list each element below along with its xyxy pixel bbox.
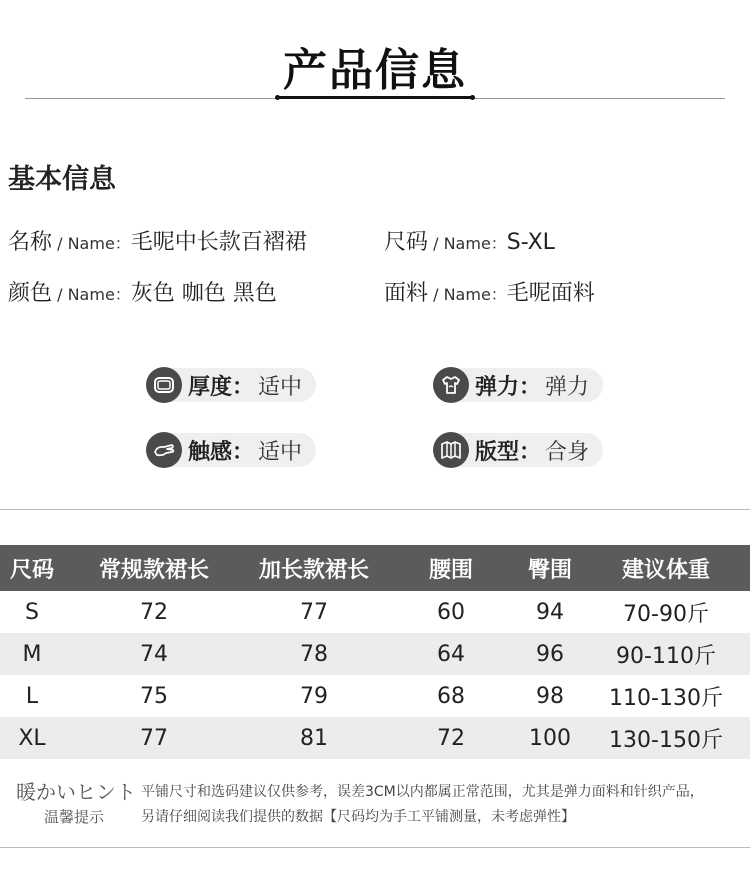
- attribute-fit: [435, 433, 603, 467]
- table-row: [0, 675, 750, 717]
- table-header-row: [0, 545, 750, 591]
- table-cell: 74: [140, 641, 168, 667]
- table-cell: 79: [300, 683, 328, 709]
- table-row: [0, 633, 750, 675]
- attribute-elasticity: [435, 368, 603, 402]
- info-value: S-XL: [506, 230, 555, 255]
- table-cell: 98: [536, 683, 564, 709]
- tips-line-2: 另请仔细阅读我们提供的数据【尺码均为手工平铺测量，未考虑弹性】: [141, 809, 575, 825]
- table-cell: 96: [536, 641, 564, 667]
- info-label-en: / Name：: [52, 285, 131, 304]
- table-header-cell: 加长款裙长: [258, 557, 369, 583]
- footer-divider: [0, 847, 750, 848]
- header-dot-left: [275, 95, 280, 100]
- table-cell: 90-110斤: [616, 643, 716, 669]
- table-cell: 72: [437, 725, 465, 751]
- attribute-label: 触感：: [188, 439, 255, 465]
- table-cell: 72: [140, 599, 168, 625]
- table-cell: S: [25, 599, 39, 625]
- attribute-thickness: [148, 368, 316, 402]
- info-value: 毛呢中长款百褶裙: [130, 230, 307, 255]
- table-header-cell: 臀围: [527, 557, 572, 583]
- info-label: 面料: [384, 281, 429, 306]
- table-cell: 100: [529, 725, 571, 751]
- info-fabric: [384, 276, 595, 307]
- attribute-label: 厚度：: [188, 374, 255, 400]
- attribute-label: 弹力：: [475, 374, 542, 400]
- tips-line-1: 平铺尺寸和选码建议仅供参考，误差3CM以内都属正常范围，尤其是弹力面料和针织产品，: [141, 784, 704, 800]
- size-table: [0, 545, 750, 759]
- table-cell: 78: [300, 641, 328, 667]
- info-value: 灰色 咖色 黑色: [130, 281, 277, 306]
- info-label: 颜色: [8, 281, 53, 306]
- table-header-cell: 腰围: [428, 557, 473, 583]
- table-cell: 110-130斤: [609, 685, 723, 711]
- table-cell: M: [22, 641, 42, 667]
- info-label-en: / Name：: [52, 234, 131, 253]
- table-cell: 75: [140, 683, 168, 709]
- fit-icon: [433, 432, 469, 468]
- info-value: 毛呢面料: [506, 281, 595, 306]
- table-cell: 64: [437, 641, 465, 667]
- table-row: [0, 591, 750, 633]
- page-title: 产品信息: [283, 45, 467, 96]
- table-cell: 70-90斤: [623, 601, 709, 627]
- table-cell: 60: [437, 599, 465, 625]
- attribute-value: 合身: [545, 439, 590, 465]
- info-size: [384, 225, 555, 256]
- elasticity-icon: [433, 367, 469, 403]
- table-header-cell: 建议体重: [621, 557, 710, 583]
- info-label-en: / Name：: [428, 234, 507, 253]
- table-cell: XL: [18, 725, 46, 751]
- info-name: [8, 225, 307, 256]
- attribute-texture: [148, 433, 316, 467]
- table-cell: 81: [300, 725, 328, 751]
- table-cell: 94: [536, 599, 564, 625]
- attribute-value: 适中: [258, 374, 303, 400]
- header-accent-bar: [277, 96, 473, 99]
- table-cell: 130-150斤: [609, 727, 723, 753]
- table-header-cell: 常规款裙长: [98, 557, 209, 583]
- attribute-label: 版型：: [475, 439, 542, 465]
- attribute-value: 弹力: [545, 374, 590, 400]
- tips-subtitle: 温馨提示: [44, 808, 105, 826]
- attribute-value: 适中: [258, 439, 303, 465]
- table-row: [0, 717, 750, 759]
- info-label-en: / Name：: [428, 285, 507, 304]
- table-cell: 77: [140, 725, 168, 751]
- table-cell: 68: [437, 683, 465, 709]
- info-color: [8, 276, 277, 307]
- texture-icon: [146, 432, 182, 468]
- info-label: 尺码: [384, 230, 429, 255]
- table-header-cell: 尺码: [9, 557, 54, 583]
- table-cell: L: [25, 683, 39, 709]
- thickness-icon: [146, 367, 182, 403]
- section-divider: [0, 509, 750, 510]
- table-cell: 77: [300, 599, 328, 625]
- section-title-basic-info: 基本信息: [8, 164, 116, 195]
- tips-title: 暖かいヒント: [16, 780, 136, 804]
- header-dot-right: [470, 95, 475, 100]
- info-label: 名称: [8, 230, 53, 255]
